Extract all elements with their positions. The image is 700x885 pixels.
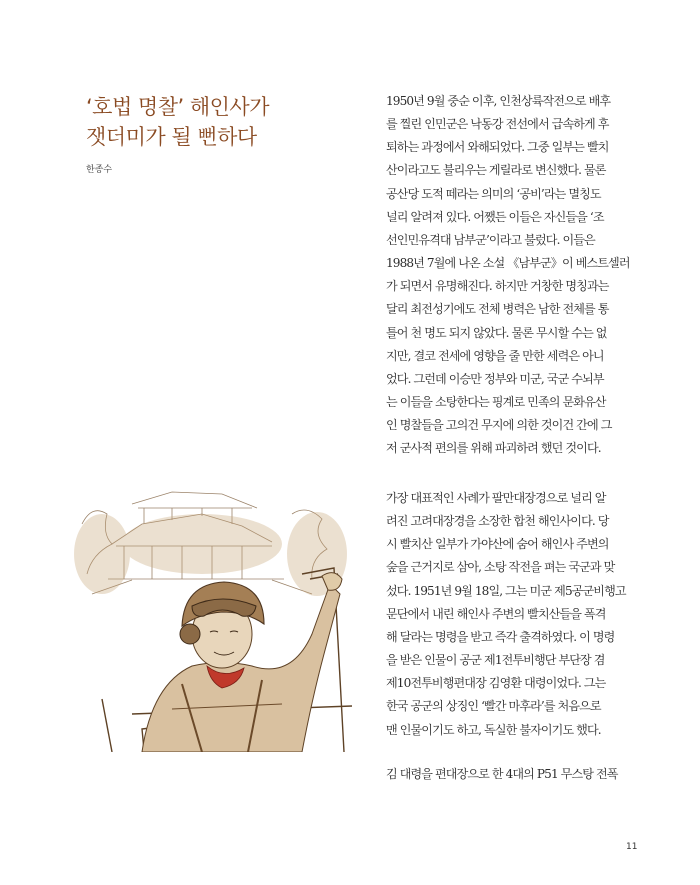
text-line: 맨 인물이기도 하고, 독실한 불자이기도 했다. — [386, 722, 601, 737]
text-line: 달리 최전성기에도 전체 병력은 남한 전체를 통 — [386, 302, 609, 317]
text-line: 섰다. 1951년 9월 18일, 그는 미군 제5공군비행고 — [386, 583, 626, 598]
pilot-illustration — [72, 484, 364, 752]
text-line: 김 대령을 편대장으로 한 4대의 P51 무스탕 전폭 — [386, 767, 618, 781]
text-line: 인 명찰들을 고의건 무지에 의한 것이건 간에 그 — [386, 418, 612, 433]
text-line: 문단에서 내린 해인사 주변의 빨치산들을 폭격 — [386, 606, 606, 621]
text-line: 를 찔린 인민군은 낙동강 전선에서 급속하게 후 — [386, 117, 609, 132]
text-line: 1988년 7월에 나온 소설 《남부군》이 베스트셀러 — [386, 256, 630, 271]
text-line: 선인민유격대 남부군’이라고 불렀다. 이들은 — [386, 232, 595, 247]
text-line: 제10전투비행편대장 김영환 대령이었다. 그는 — [386, 676, 606, 691]
paragraph-3 — [386, 763, 644, 786]
article-title — [86, 92, 356, 152]
text-line: 널리 알려져 있다. 어쨌든 이들은 자신들을 ‘조 — [386, 209, 604, 224]
text-line: 지만, 결코 전세에 영향을 줄 만한 세력은 아니 — [386, 348, 604, 363]
text-line: 는 이들을 소탕한다는 핑계로 민족의 문화유산 — [386, 395, 606, 410]
foliage-wash — [74, 512, 347, 596]
author-name: 한종수 — [86, 165, 113, 175]
text-line: 한국 공군의 상징인 ‘빨간 마후라’를 처음으로 — [386, 699, 601, 714]
text-line: 숲을 근거지로 삼아, 소탕 작전을 펴는 국군과 맞 — [386, 560, 615, 575]
text-line: 퇴하는 과정에서 와해되었다. 그중 일부는 빨치 — [386, 140, 609, 155]
text-line: 었다. 그런데 이승만 정부와 미군, 국군 수뇌부 — [386, 371, 604, 386]
paragraph-1 — [386, 90, 644, 461]
paragraph-2 — [386, 487, 644, 742]
title-line-1: ‘호법 명찰’ 해인사가 — [86, 95, 269, 119]
text-line: 가장 대표적인 사례가 팔만대장경으로 널리 알 — [386, 491, 606, 505]
pilot-figure — [142, 573, 342, 752]
text-line: 산이라고도 불리우는 게릴라로 변신했다. 물론 — [386, 163, 606, 178]
text-line: 공산당 도적 떼라는 의미의 ‘공비’라는 멸칭도 — [386, 186, 601, 201]
text-line: 해 달라는 명령을 받고 즉각 출격하였다. 이 명령 — [386, 629, 615, 644]
text-line: 저 군사적 편의를 위해 파괴하려 했던 것이다. — [386, 441, 601, 456]
text-line: 려진 고려대장경을 소장한 합천 해인사이다. 당 — [386, 514, 609, 529]
text-line: 1950년 9월 중순 이후, 인천상륙작전으로 배후 — [386, 94, 611, 108]
text-line: 틀어 천 명도 되지 않았다. 물론 무시할 수는 없 — [386, 325, 607, 340]
text-line: 을 받은 인물이 공군 제1전투비행단 부단장 겸 — [386, 653, 605, 668]
title-line-2: 잿더미가 될 뻔하다 — [86, 125, 257, 149]
text-line: 시 빨치산 일부가 가야산에 숨어 해인사 주변의 — [386, 537, 609, 552]
text-line: 가 되면서 유명해진다. 하지만 거창한 명칭과는 — [386, 279, 609, 294]
page-number: 11 — [626, 842, 638, 852]
